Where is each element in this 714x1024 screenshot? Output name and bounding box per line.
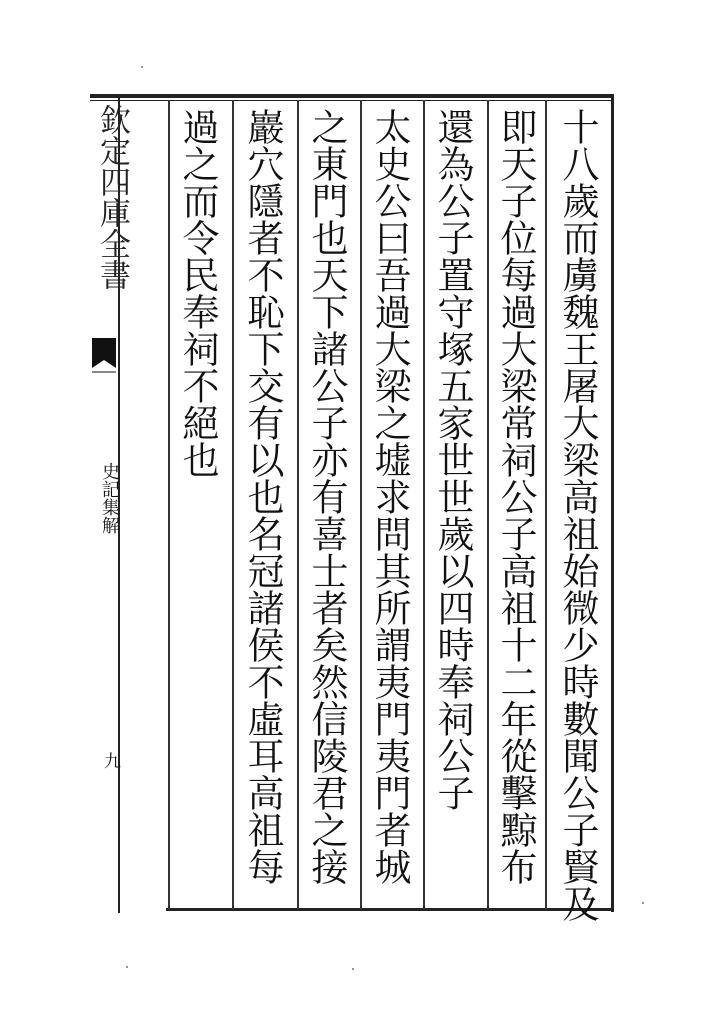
top-border xyxy=(90,94,614,98)
column-divider xyxy=(545,100,547,910)
column-divider xyxy=(423,100,425,910)
column-divider xyxy=(168,100,170,910)
text-column-6: 巖穴隱者不恥下交有以也名冠諸侯不虛耳高祖每 xyxy=(241,108,284,885)
book-title: 史記集解 xyxy=(99,462,120,534)
text-column-3: 還為公子置守塚五家世世歲以四時奉祠公子 xyxy=(431,108,474,811)
text-column-7: 過之而令民奉祠不絕也 xyxy=(176,108,219,478)
text-column-2: 即天子位每過大梁常祠公子高祖十二年從擊黥布 xyxy=(494,108,537,885)
scan-speck xyxy=(352,968,354,970)
column-divider xyxy=(360,100,362,910)
column-divider xyxy=(232,100,234,910)
text-column-1: 十八歲而虜魏王屠大梁高祖始微少時數聞公子賢及 xyxy=(556,108,599,922)
scan-speck xyxy=(126,966,128,968)
page-number: 九 xyxy=(100,752,120,769)
column-divider xyxy=(297,100,299,910)
right-border xyxy=(611,94,614,912)
collection-title: 欽定四庫全書 xyxy=(94,104,130,290)
fishtail-mark-icon xyxy=(92,338,116,378)
scan-speck xyxy=(642,902,644,904)
text-column-5: 之東門也天下諸公子亦有喜士者矣然信陵君之接 xyxy=(305,108,348,885)
scan-speck xyxy=(141,66,143,68)
text-column-4: 太史公曰吾過大梁之墟求問其所謂夷門夷門者城 xyxy=(368,108,411,885)
column-divider xyxy=(487,100,489,910)
